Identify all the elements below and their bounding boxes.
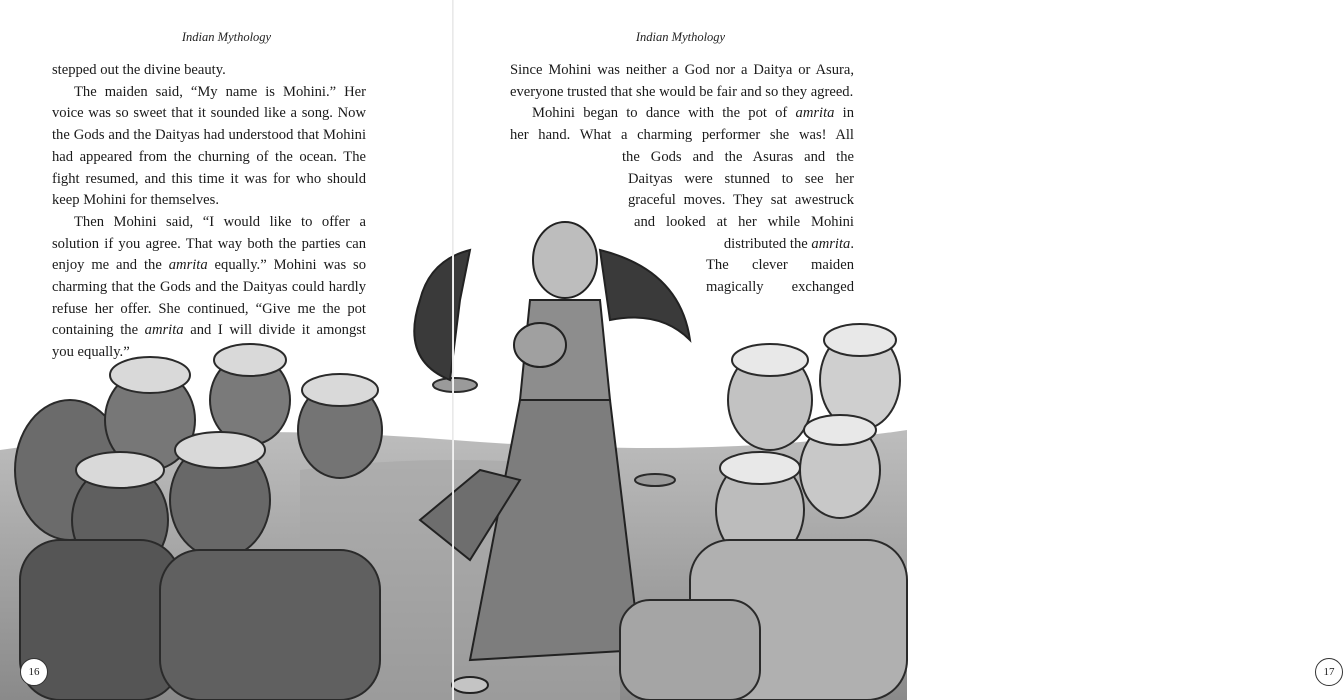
right-paragraph-2-line: The clever maiden — [706, 257, 854, 274]
page-number-left: 16 — [20, 658, 48, 686]
right-paragraph-2-line: magically exchanged — [706, 279, 854, 296]
left-paragraph-2: The maiden said, “My name is Mohini.” Her voice was so sweet that it sounded like a song. Now the Gods and the Daityas had understood that Mohini had appeared from the churning of the ocean. The fight resumed, and this time it was for who should keep Mohini for themselves. — [52, 83, 366, 209]
right-body-text — [510, 60, 854, 299]
left-body-text — [52, 60, 366, 364]
page-number-right: 17 — [1315, 658, 1343, 686]
right-page — [454, 0, 1335, 700]
right-paragraph-2-line: and looked at her while Mohini — [634, 213, 854, 230]
right-paragraph-2-line: her hand. What a charming performer she was! All — [510, 127, 854, 144]
right-paragraph-1: Since Mohini was neither a God nor a Daitya or Asura, everyone trusted that she would be fair and so they agreed. — [510, 62, 854, 100]
right-paragraph-2 — [510, 103, 854, 298]
right-running-header: Indian Mythology — [635, 30, 726, 44]
right-paragraph-2-line: Mohini began to dance with the pot of amrita in — [532, 105, 855, 122]
right-paragraph-2-line: the Gods and the Asuras and the — [622, 148, 854, 165]
right-paragraph-2-line: distributed the amrita. — [723, 235, 854, 252]
right-paragraph-2-line: Daityas were stunned to see her — [628, 170, 854, 187]
left-running-header: Indian Mythology — [181, 30, 272, 44]
left-paragraph-1: stepped out the divine beauty. — [52, 62, 226, 78]
left-paragraph-3: Then Mohini said, “I would like to offer a solution if you agree. That way both the parties can enjoy me and the amrita equally.” Mohini was so charming that the Gods and the Daityas could hardly refuse her offer. She continued, “Give me the pot containing the amrita and I will divide it amongst you equally.” — [52, 213, 367, 361]
right-paragraph-2-line: graceful moves. They sat awestruck — [628, 192, 854, 209]
left-page — [0, 0, 453, 700]
